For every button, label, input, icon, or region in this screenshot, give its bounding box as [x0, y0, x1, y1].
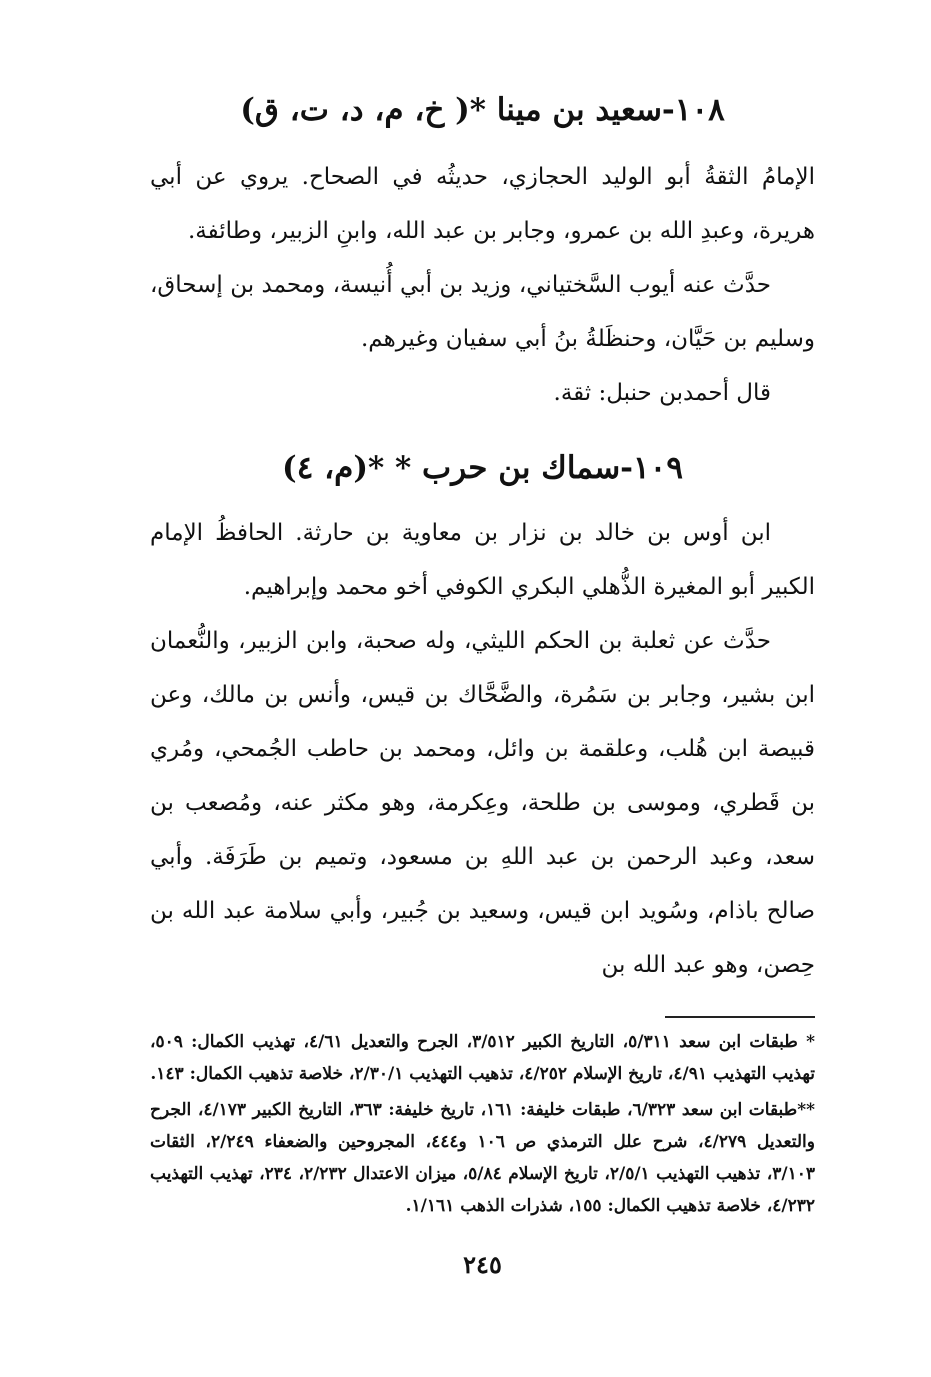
footnote: * طبقات ابن سعد ٥/٣١١، التاريخ الكبير ٣/٥١٢، الجرح والتعديل ٤/٦١، تهذيب الكمال: ٥٠٩، تهذيب التهذيب ٤/٩١، تاريخ الإسلام ٤/٢٥٢، تذهيب التهذيب ٢/٣٠/١، خلاصة تذهيب الكمال: ١٤٣.: [150, 1032, 815, 1084]
entry-109-heading: ١٠٩-سماك بن حرب * *(م، ٤): [282, 450, 683, 486]
entry-108-heading: ١٠٨-سعيد بن مينا *( خ، م، د، ت، ق): [240, 92, 725, 128]
entry-108-paragraph: حدَّث عنه أيوب السَّختياني، وزيد بن أبي أُنيسة، ومحمد بن إسحاق، وسليم بن حَيَّان، وحنظَلةُ بنُ أبي سفيان وغيرهم.: [150, 272, 815, 352]
entry-108-paragraph: قال أحمدبن حنبل: ثقة.: [553, 380, 771, 406]
entry-108-paragraph: الإمامُ الثقةُ أبو الوليد الحجازي، حديثُه في الصحاح. يروي عن أبي هريرة، وعبدِ الله بن عمرو، وجابر بن عبد الله، وابنِ الزبير، وطائفة.: [150, 164, 815, 244]
footnote: **طبقات ابن سعد ٦/٣٢٣، طبقات خليفة: ١٦١، تاريخ خليفة: ٣٦٣، التاريخ الكبير ٤/١٧٣، الجرح والتعديل ٤/٢٧٩، شرح علل الترمذي ص ١٠٦ و٤٤٤، المجروحين والضعفاء ٢/٢٤٩، الثقات ٣/١٠٣، تذهيب التهذيب ٢/٥/١، تاريخ الإسلام ٥/٨٤، ميزان الاعتدال ٢/٢٣٢، ٢٣٤، تهذيب التهذيب ٤/٢٣٢، خلاصة تذهيب الكمال: ١٥٥، شذرات الذهب ١/١٦١.: [150, 1100, 815, 1216]
entry-109-paragraph: حدَّث عن ثعلبة بن الحكم الليثي، وله صحبة، وابن الزبير، والنُّعمان ابن بشير، وجابر بن سَمُرة، والضَّحَّاك بن قيس، وأنس بن مالك، وعن قبيصة ابن هُلب، وعلقمة بن وائل، ومحمد بن حاطب الجُمحي، ومُري بن قَطري، وموسى بن طلحة، وعِكرمة، وهو مكثر عنه، ومُصعب بن سعد، وعبد الرحمن بن عبد اللهِ بن مسعود، وتميم بن طَرَفَة. وأبي صالح باذام، وسُويد ابن قيس، وسعيد بن جُبير، وأبي سلامة عبد الله بن حِصن، وهو عبد الله بن: [150, 628, 815, 978]
book-page: [150, 70, 815, 1310]
footnote-divider: [665, 1016, 815, 1018]
entry-109-paragraph: ابن أوس بن خالد بن نزار بن معاوية بن حارثة. الحافظُ الإمام الكبير أبو المغيرة الذُّهلي البكري الكوفي أخو محمد وإبراهيم.: [150, 520, 815, 600]
page-number: ٢٤٥: [463, 1250, 502, 1279]
